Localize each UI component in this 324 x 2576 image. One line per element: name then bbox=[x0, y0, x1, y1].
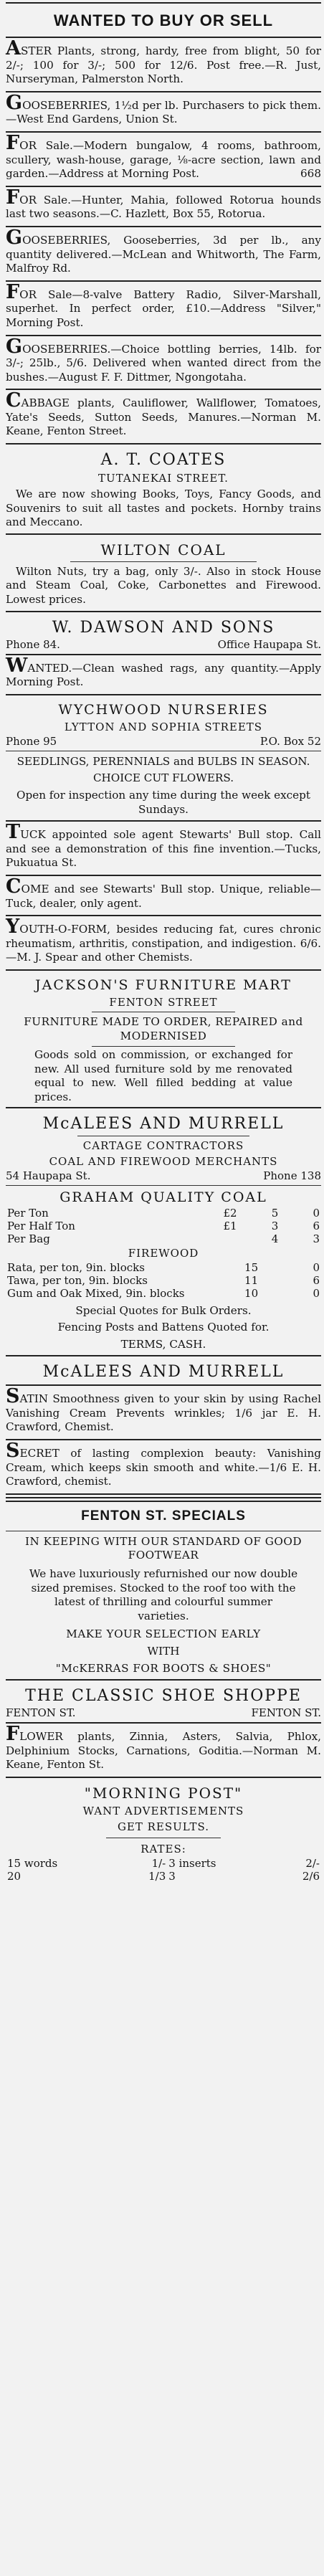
table-cell: Tawa, per ton, 9in. blocks bbox=[7, 1273, 148, 1287]
classified-ad bbox=[6, 280, 321, 333]
wychwood-line3: Open for inspection any time during the week except Sundays. bbox=[16, 789, 310, 816]
fenton-line1: IN KEEPING WITH OUR STANDARD OF GOOD FOOTWEAR bbox=[25, 1534, 302, 1562]
table-cell: 1/3 bbox=[148, 1869, 166, 1883]
table-cell: 0 bbox=[313, 1286, 320, 1300]
divider bbox=[6, 820, 321, 822]
table-cell: 20 bbox=[7, 1869, 22, 1883]
drop-cap: G bbox=[6, 335, 23, 358]
classic-left: FENTON ST. bbox=[6, 1706, 76, 1720]
mcalees-contact bbox=[6, 1169, 321, 1183]
ad-text: OR Sale.—Modern bungalow, 4 rooms, bathroom, scullery, wash-house, garage, ⅛-acre section, lawn and garden.—Address at Morning Post. bbox=[6, 138, 321, 181]
classified-ad bbox=[6, 389, 321, 441]
rates-table bbox=[6, 1857, 321, 1883]
divider bbox=[6, 915, 321, 916]
table-cell: 3 bbox=[271, 1219, 279, 1232]
drop-cap: F bbox=[6, 186, 20, 209]
table-cell: £1 bbox=[223, 1219, 237, 1232]
table-cell: Per Half Ton bbox=[7, 1219, 75, 1232]
divider bbox=[6, 875, 321, 876]
classified-ad bbox=[6, 918, 321, 967]
table-cell: 3 bbox=[168, 1869, 176, 1883]
table-row bbox=[6, 1220, 321, 1232]
fenton-text: We have luxuriously refurnished our now double sized premises. Stocked to the roof too with the latest of thrilling and colourful summer varieties. bbox=[29, 1567, 298, 1622]
drop-cap: A bbox=[6, 37, 21, 60]
drop-cap: F bbox=[6, 280, 20, 303]
divider bbox=[6, 91, 321, 92]
table-cell: 10 bbox=[244, 1286, 259, 1300]
ad-text: STER Plants, strong, hardy, free from blight, 50 for 2/-; 100 for 3/-; 500 for 12/6. Post free.—R. Just, Nurseryman, Palmerston North. bbox=[6, 44, 321, 86]
jacksons-text: Goods sold on commission, or exchanged for new. All used furniture sold by me renovated equal to new. Well filled bedding at value prices. bbox=[34, 1048, 292, 1103]
divider bbox=[6, 1493, 321, 1495]
jacksons-street: FENTON STREET bbox=[109, 995, 218, 1009]
table-row bbox=[6, 1261, 321, 1274]
table-cell: 3 inserts bbox=[168, 1856, 216, 1870]
wychwood-line1: SEEDLINGS, PERENNIALS and BULBS IN SEASON. bbox=[16, 754, 310, 768]
dawson-phone: Phone 84. bbox=[6, 637, 60, 651]
table-cell: 3 bbox=[313, 1232, 320, 1245]
ads-low bbox=[6, 1385, 321, 1495]
classified-ad bbox=[6, 91, 321, 129]
fenton-line3: "McKERRAS FOR BOOTS & SHOES" bbox=[55, 1661, 272, 1675]
ad-text: ABBAGE plants, Cauliflower, Wallflower, Tomatoes, Yate's Seeds, Sutton Seeds, Manures.—Norman M. Keane, Fenton Street. bbox=[6, 396, 321, 438]
classified-ad bbox=[6, 186, 321, 224]
divider bbox=[6, 1777, 321, 1778]
table-row bbox=[6, 1287, 321, 1300]
firewood-title: FIREWOOD bbox=[128, 1246, 199, 1260]
ad-text: ANTED.—Clean washed rags, any quantity.—Apply Morning Post. bbox=[6, 661, 321, 689]
table-cell: 5 bbox=[271, 1206, 279, 1220]
table-cell: Per Ton bbox=[7, 1206, 49, 1220]
divider bbox=[6, 2, 321, 4]
classified-ad bbox=[6, 37, 321, 89]
morning-post-title: "MORNING POST" bbox=[84, 1784, 243, 1802]
classic-name: THE CLASSIC SHOE SHOPPE bbox=[25, 1687, 302, 1706]
dawson-office: Office Haupapa St. bbox=[217, 637, 321, 651]
table-cell: 4 bbox=[271, 1232, 279, 1245]
divider bbox=[6, 1107, 321, 1108]
coates-name: A. T. COATES bbox=[100, 451, 227, 470]
classic-right: FENTON ST. bbox=[251, 1706, 321, 1720]
table-row bbox=[6, 1232, 321, 1245]
ad-text: OOSEBERRIES.—Choice bottling berries, 14lb. for 3/-; 25lb., 5/6. Delivered when wanted direct from the bushes.—August F. F. Dittmer, Ngongotaha. bbox=[6, 342, 321, 384]
drop-cap: F bbox=[6, 131, 20, 154]
table-cell: 0 bbox=[313, 1206, 320, 1220]
mcalees2-name: McALEES AND MURRELL bbox=[42, 1363, 285, 1382]
divider bbox=[6, 37, 321, 38]
jacksons-line1: FURNITURE MADE TO ORDER, REPAIRED and MODERNISED bbox=[24, 1014, 303, 1042]
drop-cap: C bbox=[6, 875, 22, 898]
divider bbox=[6, 1679, 321, 1681]
classified-ad bbox=[6, 875, 321, 913]
ad-text: OOSEBERRIES, Gooseberries, 3d per lb., any quantity delivered.—McLean and Whitworth, The Farm, Malfroy Rd. bbox=[6, 233, 321, 275]
wychwood-phone: Phone 95 bbox=[6, 734, 57, 748]
table-cell: 15 words bbox=[7, 1856, 58, 1870]
fenton-title: FENTON ST. SPECIALS bbox=[81, 1508, 246, 1524]
table-cell: 1/- bbox=[151, 1856, 166, 1870]
divider bbox=[6, 131, 321, 133]
table-cell: Per Bag bbox=[7, 1232, 50, 1245]
classified-ad bbox=[6, 226, 321, 278]
wilton-text: Wilton Nuts, try a bag, only 3/-. Also in stock House and Steam Coal, Coke, Carbonettes and Firewood. Lowest prices. bbox=[6, 564, 321, 607]
table-cell: 2/6 bbox=[302, 1869, 320, 1883]
ad-text: OUTH-O-FORM, besides reducing fat, cures chronic rheumatism, arthritis, constipation, and indigestion. 6/6.—M. J. Spear and other Chemists. bbox=[6, 923, 321, 964]
drop-cap: S bbox=[6, 1440, 20, 1463]
table-cell: 0 bbox=[313, 1260, 320, 1274]
ad-text: OME and see Stewarts' Bull stop. Unique, reliable—Tuck, dealer, only agent. bbox=[6, 882, 321, 910]
ads-mid bbox=[6, 821, 321, 971]
wychwood-streets: LYTTON AND SOPHIA STREETS bbox=[64, 720, 263, 733]
divider bbox=[6, 1501, 321, 1502]
wanted-rags-ad bbox=[6, 654, 321, 692]
divider bbox=[6, 1497, 321, 1498]
table-cell: Rata, per ton, 9in. blocks bbox=[7, 1260, 145, 1274]
divider bbox=[92, 1046, 235, 1047]
table-cell: 15 bbox=[244, 1260, 259, 1274]
wychwood-name: WYCHWOOD NURSERIES bbox=[58, 701, 269, 718]
ad-text: ECRET of lasting complexion beauty: Vanishing Cream, which keeps skin smooth and white.—1/6 E. H. Crawford, chemist. bbox=[6, 1447, 321, 1488]
divider bbox=[6, 611, 321, 612]
coal-table-title: GRAHAM QUALITY COAL bbox=[59, 1189, 267, 1205]
divider bbox=[6, 694, 321, 695]
classified-ad bbox=[6, 821, 321, 873]
classified-ad bbox=[6, 335, 321, 387]
divider bbox=[6, 533, 321, 535]
coates-text: We are now showing Books, Toys, Fancy Goods, and Souvenirs to suit all tastes and pockets. Hornby trains and Meccano. bbox=[6, 488, 321, 529]
table-cell bbox=[195, 1232, 239, 1245]
divider bbox=[6, 226, 321, 227]
ad-text: UCK appointed sole agent Stewarts' Bull stop. Call and see a demonstration of this fine invention.—Tucks, Pukuatua St. bbox=[6, 828, 321, 870]
page-heading: WANTED TO BUY OR SELL bbox=[53, 11, 274, 29]
table-row bbox=[6, 1857, 321, 1870]
table-cell: 2/- bbox=[305, 1856, 320, 1870]
fenton-with: WITH bbox=[147, 1645, 180, 1658]
classified-ad bbox=[6, 1440, 321, 1491]
table-cell: Gum and Oak Mixed, 9in. blocks bbox=[7, 1286, 185, 1300]
classified-ad bbox=[6, 1385, 321, 1437]
drop-cap: G bbox=[6, 91, 23, 114]
wilton-name: WILTON COAL bbox=[100, 541, 227, 559]
classified-ad bbox=[6, 131, 321, 184]
flower-ad bbox=[6, 1723, 321, 1774]
drop-cap: C bbox=[6, 389, 22, 412]
wychwood-box: P.O. Box 52 bbox=[259, 734, 321, 748]
mcalees-note2: Fencing Posts and Battens Quoted for. bbox=[57, 1321, 270, 1334]
drop-cap: Y bbox=[6, 916, 20, 938]
fenton-line2: MAKE YOUR SELECTION EARLY bbox=[66, 1627, 261, 1641]
table-cell: 6 bbox=[313, 1219, 320, 1232]
wychwood-contact bbox=[6, 735, 321, 748]
table-row bbox=[6, 1274, 321, 1287]
morning-post-line1: WANT ADVERTISEMENTS bbox=[82, 1804, 244, 1817]
table-cell: 6 bbox=[313, 1273, 320, 1287]
coal-price-table bbox=[6, 1207, 321, 1245]
drop-cap: W bbox=[6, 654, 28, 677]
ad-text: OR Sale—8-valve Battery Radio, Silver-Marshall, superhet. In perfect order, £10.—Address "Silver," Morning Post. bbox=[6, 287, 321, 329]
wychwood-line2: CHOICE CUT FLOWERS. bbox=[92, 771, 234, 785]
divider bbox=[6, 280, 321, 282]
divider bbox=[6, 389, 321, 390]
divider bbox=[6, 335, 321, 336]
table-row bbox=[6, 1207, 321, 1220]
divider bbox=[70, 561, 257, 562]
divider bbox=[6, 1722, 321, 1724]
divider bbox=[6, 654, 321, 655]
morning-post-line2: GET RESULTS. bbox=[117, 1820, 210, 1833]
mcalees-terms: TERMS, CASH. bbox=[120, 1337, 206, 1351]
rates-title: RATES: bbox=[140, 1842, 186, 1855]
divider bbox=[6, 1185, 321, 1186]
mcalees-line2: COAL AND FIREWOOD MERCHANTS bbox=[49, 1154, 278, 1168]
table-cell: 11 bbox=[244, 1273, 259, 1287]
drop-cap: F bbox=[6, 1723, 20, 1746]
divider bbox=[6, 1384, 321, 1386]
divider bbox=[6, 443, 321, 445]
dawson-name: W. DAWSON AND SONS bbox=[52, 618, 275, 637]
ad-number: 668 bbox=[300, 167, 321, 181]
drop-cap: T bbox=[6, 821, 21, 844]
table-row bbox=[6, 1870, 321, 1883]
divider bbox=[6, 1439, 321, 1440]
mcalees-name: McALEES AND MURRELL bbox=[42, 1114, 285, 1133]
coates-street: TUTANEKAI STREET. bbox=[98, 472, 229, 485]
ad-text: OOSEBERRIES, 1½d per lb. Purchasers to pick them.—West End Gardens, Union St. bbox=[6, 98, 321, 126]
drop-cap: G bbox=[6, 226, 23, 249]
divider bbox=[6, 186, 321, 187]
mcalees-note1: Special Quotes for Bulk Orders. bbox=[75, 1303, 252, 1317]
ad-text: LOWER plants, Zinnia, Asters, Salvia, Phlox, Delphinium Stocks, Carnations, Goditia.—Norman M. Keane, Fenton St. bbox=[6, 1730, 321, 1772]
table-cell: £2 bbox=[223, 1206, 237, 1220]
drop-cap: S bbox=[6, 1385, 20, 1408]
firewood-price-table bbox=[6, 1261, 321, 1300]
mcalees-address: 54 Haupapa St. bbox=[6, 1169, 91, 1182]
divider bbox=[6, 1355, 321, 1356]
mcalees-phone: Phone 138 bbox=[263, 1169, 321, 1182]
divider bbox=[6, 969, 321, 971]
jacksons-name: JACKSON'S FURNITURE MART bbox=[35, 976, 292, 993]
classic-streets bbox=[6, 1706, 321, 1720]
mcalees-line1: CARTAGE CONTRACTORS bbox=[82, 1139, 244, 1152]
ads-top bbox=[6, 37, 321, 445]
ad-text: ATIN Smoothness given to your skin by using Rachel Vanishing Cream Prevents wrinkles; 1/6 jar E. H. Crawford, Chemist. bbox=[6, 1392, 321, 1434]
ad-text: OR Sale.—Hunter, Mahia, followed Rotorua hounds last two seasons.—C. Hazlett, Box 55, Rotorua. bbox=[6, 193, 321, 221]
dawson-contact bbox=[6, 638, 321, 652]
